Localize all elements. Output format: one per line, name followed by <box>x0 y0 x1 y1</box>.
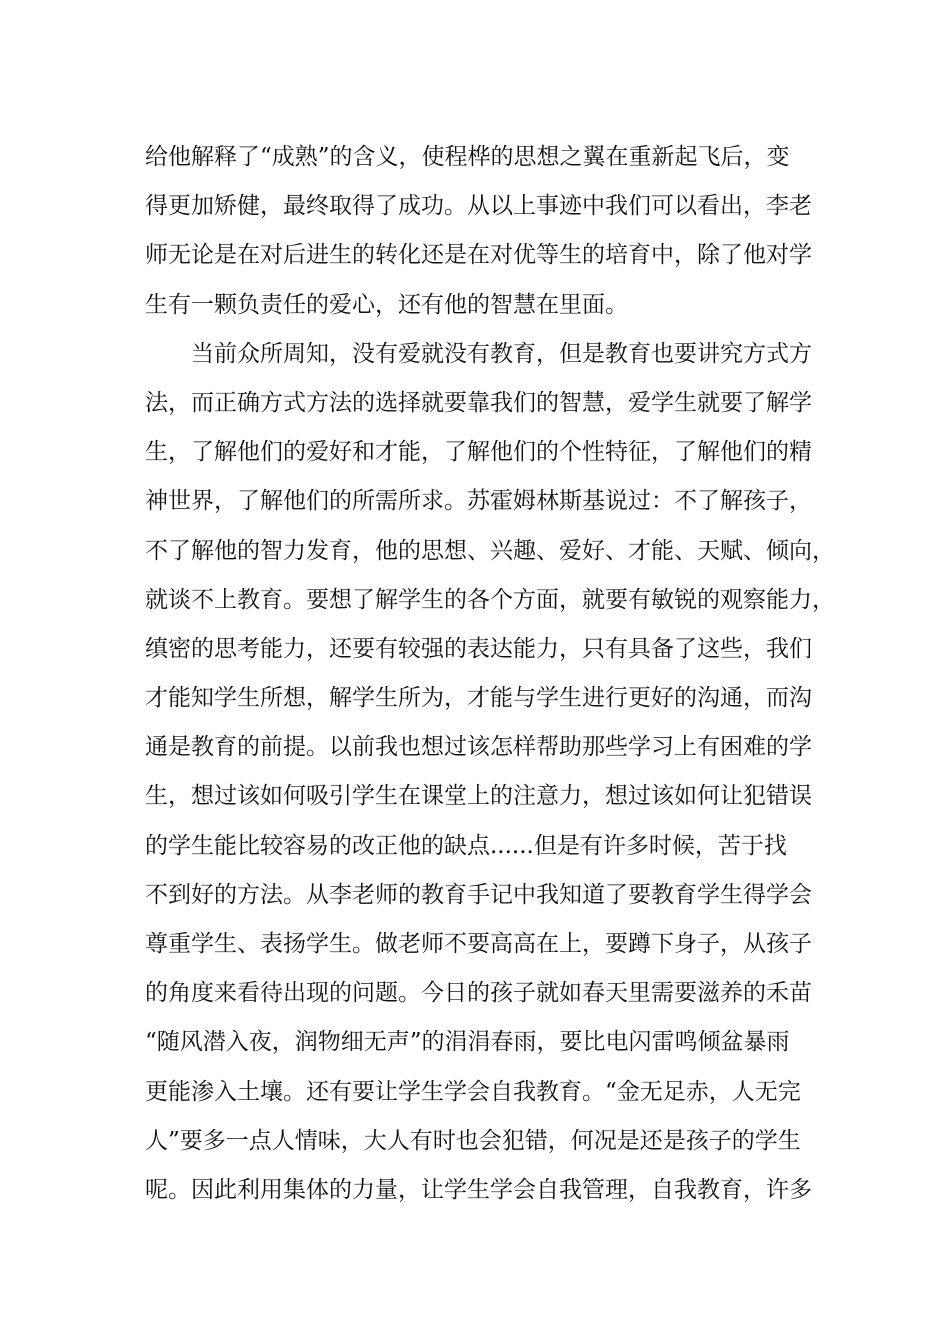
text-line: 生，了解他们的爱好和才能，了解他们的个性特征，了解他们的精 <box>145 439 812 466</box>
text-line: 法，而正确方式方法的选择就要靠我们的智慧，爱学生就要了解学 <box>145 389 812 416</box>
text-line: 不了解他的智力发育，他的思想、兴趣、爱好、才能、天赋、倾向， <box>145 537 835 564</box>
paragraph-first-line: 当前众所周知，没有爱就没有教育，但是教育也要讲究方式方 <box>191 340 812 367</box>
text-line: 不到好的方法。从李老师的教育手记中我知道了要教育学生得学会 <box>145 881 812 908</box>
text-line: 师无论是在对后进生的转化还是在对优等生的培育中，除了他对学 <box>145 242 812 269</box>
text-line: 生，想过该如何吸引学生在课堂上的注意力，想过该如何让犯错误 <box>145 783 812 810</box>
text-line: 缜密的思考能力，还要有较强的表达能力，只有具备了这些，我们 <box>145 635 812 662</box>
text-line: 通是教育的前提。以前我也想过该怎样帮助那些学习上有困难的学 <box>145 734 812 761</box>
text-line: 生有一颗负责任的爱心，还有他的智慧在里面。 <box>145 291 628 318</box>
text-line: 的角度来看待出现的问题。今日的孩子就如春天里需要滋养的禾苗 <box>145 980 812 1007</box>
text-line: 得更加矫健，最终取得了成功。从以上事迹中我们可以看出，李老 <box>145 193 812 220</box>
text-line: 更能渗入土壤。还有要让学生学会自我教育。“金无足赤，人无完 <box>145 1078 801 1105</box>
text-line: 神世界，了解他们的所需所求。苏霍姆林斯基说过：不了解孩子， <box>145 488 812 515</box>
text-line: 尊重学生、表扬学生。做老师不要高高在上，要蹲下身子，从孩子 <box>145 931 812 957</box>
text-line: “随风潜入夜，润物细无声”的涓涓春雨，要比电闪雷鸣倾盆暴雨 <box>145 1029 790 1056</box>
text-line: 呢。因此利用集体的力量，让学生学会自我管理，自我教育，许多 <box>145 1176 812 1203</box>
text-line: 给他解释了“成熟”的含义，使程桦的思想之翼在重新起飞后，变 <box>145 144 790 170</box>
text-line: 人”要多一点人情味，大人有时也会犯错，何况是还是孩子的学生 <box>145 1127 801 1154</box>
body-text <box>145 133 835 1215</box>
text-line: 就谈不上教育。要想了解学生的各个方面，就要有敏锐的观察能力， <box>145 586 835 613</box>
text-line: 才能知学生所想，解学生所为，才能与学生进行更好的沟通，而沟 <box>145 685 812 712</box>
text-line: 的学生能比较容易的改正他的缺点......但是有许多时候，苦于找 <box>145 832 787 859</box>
